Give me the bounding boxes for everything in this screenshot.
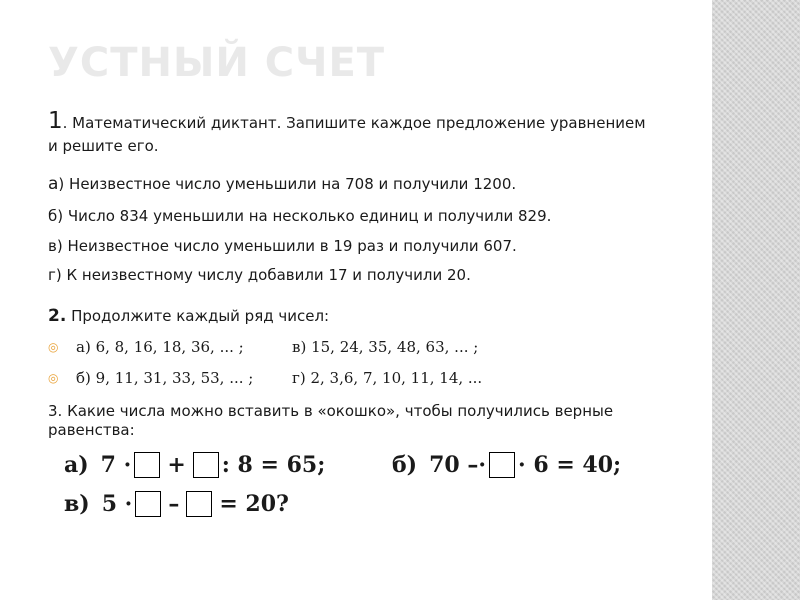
question-2-number: 2: [48, 306, 60, 326]
question-1: [48, 110, 648, 158]
equation-a-label: а): [64, 452, 89, 478]
series-b: б) 9, 11, 31, 33, 53, ... ;: [76, 369, 254, 387]
question-2-text: Продолжите каждый ряд чисел:: [66, 307, 330, 325]
equation-v: в) 5 · – = 20?: [64, 491, 289, 517]
equation-a: а) 7 · + : 8 = 65;: [64, 452, 326, 478]
answer-box[interactable]: [193, 452, 219, 478]
bullet-icon: ◎: [48, 371, 59, 385]
dictation-item-b: б) Число 834 уменьшили на несколько единиц и получили 829.: [48, 207, 552, 225]
series-v: в) 15, 24, 35, 48, 63, ... ;: [292, 338, 479, 356]
slide-title: УСТНЫЙ СЧЕТ: [48, 40, 386, 86]
series-g: г) 2, 3,6, 7, 10, 11, 14, ...: [292, 369, 483, 387]
answer-box[interactable]: [489, 452, 515, 478]
bullet-icon: ◎: [48, 340, 59, 354]
dictation-item-a-text: ) Неизвестное число уменьшили на 708 и получили 1200.: [58, 175, 517, 193]
question-3: 3. Какие числа можно вставить в «окошко», чтобы получились верные равенства:: [48, 402, 614, 439]
equation-v-label: в): [64, 491, 90, 517]
series-a: а) 6, 8, 16, 18, 36, ... ;: [76, 338, 244, 356]
dictation-item-a-letter: а: [48, 174, 59, 194]
answer-box[interactable]: [186, 491, 212, 517]
dictation-item-v: в) Неизвестное число уменьшили в 19 раз и получили 607.: [48, 237, 517, 255]
equation-b-label: б): [392, 452, 418, 478]
series-row-1: [48, 335, 478, 359]
dictation-item-a: [48, 174, 516, 194]
answer-box[interactable]: [135, 491, 161, 517]
answer-box[interactable]: [134, 452, 160, 478]
decorative-side-stripe: [712, 0, 800, 600]
series-row-2: [48, 366, 482, 390]
dictation-item-g: г) К неизвестному числу добавили 17 и получили 20.: [48, 266, 471, 284]
question-1-text: . Математический диктант. Запишите каждое предложение уравнением и решите его.: [48, 114, 646, 155]
question-1-number: 1: [48, 108, 63, 134]
equation-b: б) 70 –· · 6 = 40;: [392, 452, 622, 478]
question-2: 2. Продолжите каждый ряд чисел:: [48, 306, 330, 326]
